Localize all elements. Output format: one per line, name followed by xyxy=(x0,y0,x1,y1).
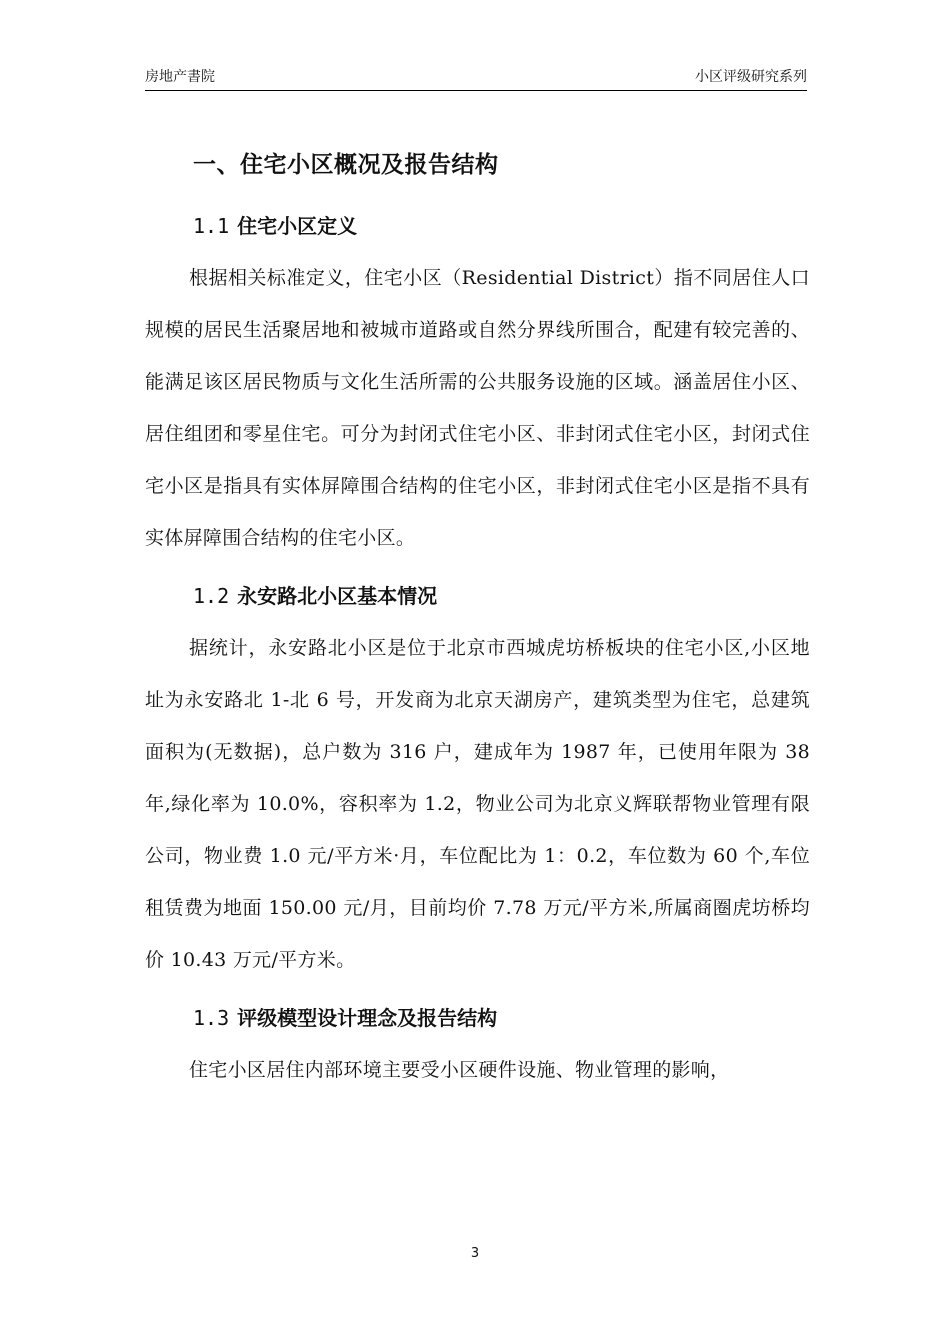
paragraph-basic-info: 据统计，永安路北小区是位于北京市西城虎坊桥板块的住宅小区,小区地址为永安路北 1-北 6 号，开发商为北京天湖房产，建筑类型为住宅，总建筑面积为(无数据)，总户数为 316 户，建成年为 1987 年，已使用年限为 38 年,绿化率为 10.0%，容积率为 1.2，物业公司为北京义辉联帮物业管理有限公司，物业费 1.0 元/平方米·月，车位配比为 1：0.2，车位数为 60 个,车位租赁费为地面 150.00 元/月，目前均价 7.78 万元/平方米,所属商圈虎坊桥均价 10.43 万元/平方米。 xyxy=(145,637,810,971)
subsection-title: 评级模型设计理念及报告结构 xyxy=(237,1006,498,1030)
paragraph-model-design: 住宅小区居住内部环境主要受小区硬件设施、物业管理的影响， xyxy=(189,1059,730,1081)
document-body xyxy=(145,140,810,1096)
page-number: 3 xyxy=(470,1246,480,1261)
subsection-title: 住宅小区定义 xyxy=(237,214,358,238)
header-series-title: 小区评级研究系列 xyxy=(695,69,807,85)
subsection-number: 1.2 xyxy=(193,584,230,608)
subsection-heading-1-2 xyxy=(145,570,810,622)
header-publisher: 房地产書院 xyxy=(145,69,215,85)
page-header xyxy=(145,66,807,91)
subsection-number: 1.1 xyxy=(193,214,230,238)
paragraph-definition: 根据相关标准定义，住宅小区（Residential District）指不同居住人口规模的居民生活聚居地和被城市道路或自然分界线所围合，配建有较完善的、能满足该区居民物质与文化生活所需的公共服务设施的区域。涵盖居住小区、居住组团和零星住宅。可分为封闭式住宅小区、非封闭式住宅小区，封闭式住宅小区是指具有实体屏障围合结构的住宅小区，非封闭式住宅小区是指不具有实体屏障围合结构的住宅小区。 xyxy=(145,267,810,549)
subsection-heading-1-3 xyxy=(145,992,810,1044)
subsection-heading-1-1 xyxy=(145,200,810,252)
subsection-number: 1.3 xyxy=(193,1006,230,1030)
section-heading: 一、住宅小区概况及报告结构 xyxy=(193,152,499,178)
subsection-title: 永安路北小区基本情况 xyxy=(237,584,438,608)
